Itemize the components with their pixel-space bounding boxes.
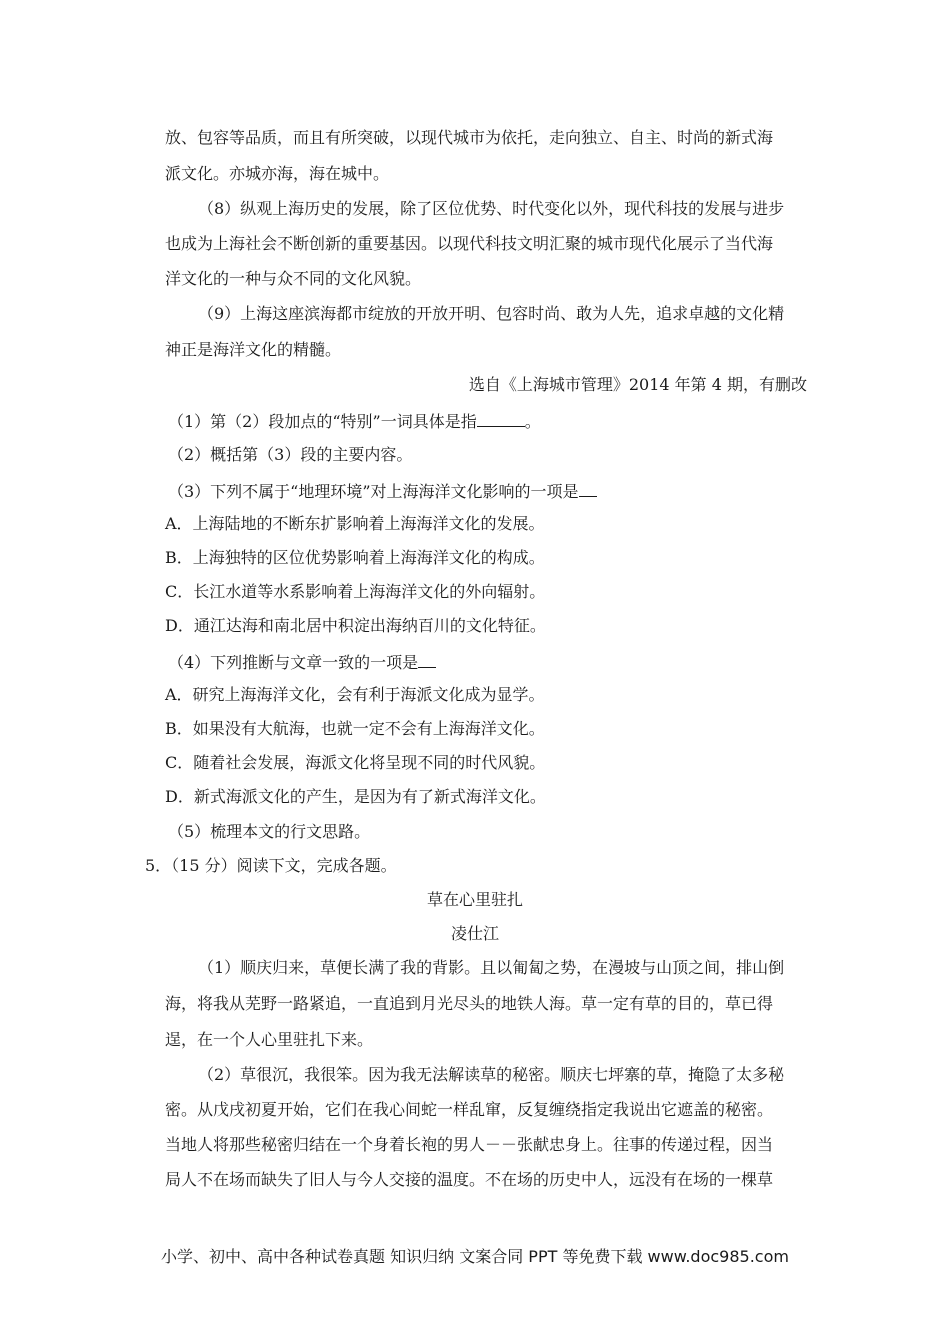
essay-p1-line-1: （1）顺庆归来，草便长满了我的背影。且以匍匐之势，在漫坡与山顶之间，排山倒 [198,958,785,977]
question-1 [168,410,541,432]
paragraph-9-line-1: （9）上海这座滨海都市绽放的开放开明、包容时尚、敢为人先，追求卓越的文化精 [198,304,785,323]
article-line-2: 派文化。亦城亦海，海在城中。 [165,164,390,183]
page-footer: 小学、初中、高中各种试卷真题 知识归纳 文案合同 PPT 等免费下载 www.doc985.com [161,1247,789,1266]
essay-author: 凌仕江 [450,924,499,943]
section-5-header: 5．（15 分）阅读下文，完成各题。 [145,856,397,875]
q3-option-d: D．通江达海和南北居中积淀出海纳百川的文化特征。 [165,616,546,635]
q4-option-c: C．随着社会发展，海派文化将呈现不同的时代风貌。 [165,753,546,772]
question-5: （5）梳理本文的行文思路。 [168,822,371,841]
essay-p1-line-3: 逞，在一个人心里驻扎下来。 [165,1030,374,1049]
question-4 [168,651,436,673]
question-3-text: （3）下列不属于“地理环境”对上海海洋文化影响的一项是 [168,482,579,501]
q4-option-d: D．新式海派文化的产生，是因为有了新式海洋文化。 [165,787,546,806]
essay-p2-line-3: 当地人将那些秘密归结在一个身着长袍的男人－－张献忠身上。往事的传递过程，因当 [165,1135,774,1154]
essay-p2-line-4: 局人不在场而缺失了旧人与今人交接的温度。不在场的历史中人，远没有在场的一棵草 [165,1170,774,1189]
paragraph-8-line-2: 也成为上海社会不断创新的重要基因。以现代科技文明汇聚的城市现代化展示了当代海 [165,234,774,253]
article-source: 选自《上海城市管理》2014 年第 4 期，有删改 [468,375,807,394]
answer-blank-4[interactable] [418,651,436,668]
answer-blank-1[interactable] [477,410,525,427]
answer-blank-3[interactable] [579,480,597,497]
question-2: （2）概括第（3）段的主要内容。 [168,445,413,464]
paragraph-9-line-2: 神正是海洋文化的精髓。 [165,340,342,359]
essay-title: 草在心里驻扎 [426,890,523,909]
essay-p2-line-2: 密。从戊戌初夏开始，它们在我心间蛇一样乱窜，反复缠绕指定我说出它遮盖的秘密。 [165,1100,774,1119]
essay-p2-line-1: （2）草很沉，我很笨。因为我无法解读草的秘密。顺庆七坪寨的草，掩隐了太多秘 [198,1065,785,1084]
q3-option-a: A．上海陆地的不断东扩影响着上海海洋文化的发展。 [165,514,545,533]
question-3 [168,480,597,502]
q3-option-c: C．长江水道等水系影响着上海海洋文化的外向辐射。 [165,582,546,601]
paragraph-8-line-3: 洋文化的一种与众不同的文化风貌。 [165,269,422,288]
paragraph-8-line-1: （8）纵观上海历史的发展，除了区位优势、时代变化以外，现代科技的发展与进步 [198,199,785,218]
question-4-text: （4）下列推断与文章一致的一项是 [168,653,419,672]
essay-p1-line-2: 海，将我从芜野一路紧追，一直追到月光尽头的地铁人海。草一定有草的目的，草已得 [165,994,774,1013]
article-line-1: 放、包容等品质，而且有所突破，以现代城市为依托，走向独立、自主、时尚的新式海 [165,128,774,147]
question-1-end: 。 [524,412,541,431]
q4-option-b: B．如果没有大航海，也就一定不会有上海海洋文化。 [165,719,545,738]
q3-option-b: B．上海独特的区位优势影响着上海海洋文化的构成。 [165,548,545,567]
q4-option-a: A．研究上海海洋文化，会有利于海派文化成为显学。 [165,685,545,704]
question-1-text: （1）第（2）段加点的“特别”一词具体是指 [168,412,477,431]
